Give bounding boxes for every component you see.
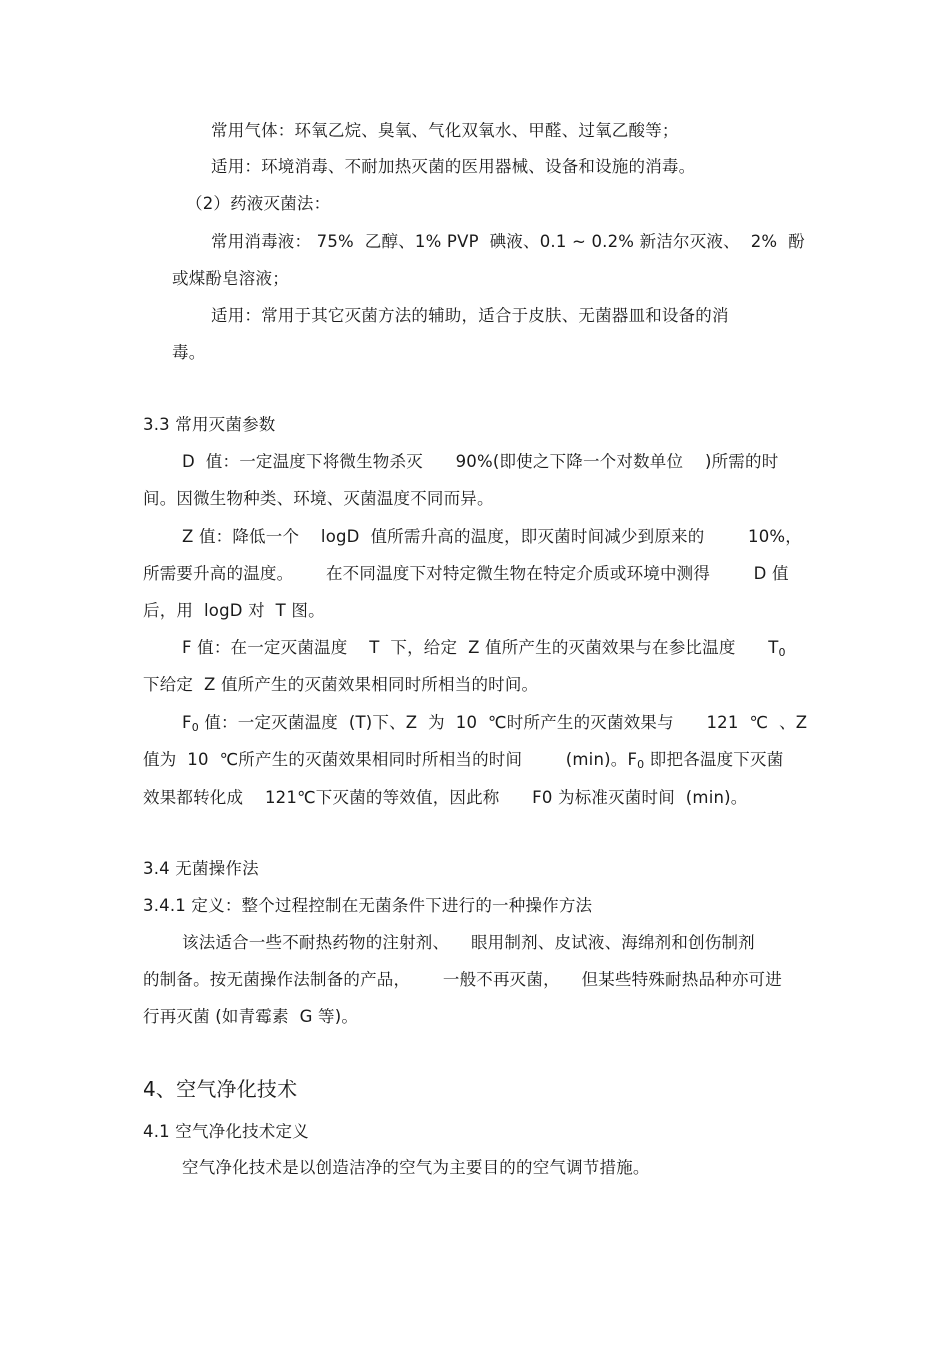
air-purification-definition: 空气净化技术是以创造洁净的空气为主要目的的空气调节措施。 — [182, 1158, 650, 1177]
f-value-subscript: 0 — [778, 646, 786, 659]
f0-value-line-3: 效果都转化成 121℃下灭菌的等效值，因此称 F0 为标准灭菌时间 (min)。 — [143, 788, 748, 807]
f0-value-line-2 — [143, 749, 783, 776]
liquid-heading: （2）药液灭菌法： — [186, 194, 331, 213]
f0-label: F — [182, 713, 192, 732]
f0-subscript: 0 — [191, 721, 199, 734]
z-value-line-1: Z 值：降低一个 logD 值所需升高的温度，即灭菌时间减少到原来的 10%， — [182, 527, 803, 546]
section-3-4-1-definition: 3.4.1 定义：整个过程控制在无菌条件下进行的一种操作方法 — [143, 896, 593, 915]
gas-usage: 适用：环境消毒、不耐加热灭菌的医用器械、设备和设施的消毒。 — [211, 157, 696, 176]
liquid-list-line-2: 或煤酚皂溶液； — [172, 269, 289, 288]
d-value-line-2: 间。因微生物种类、环境、灭菌温度不同而异。 — [143, 489, 494, 508]
f0-line-2-subscript: 0 — [637, 758, 645, 771]
f-value-line-1 — [182, 637, 786, 664]
aseptic-line-3: 行再灭菌 (如青霉素 G 等)。 — [143, 1007, 359, 1026]
section-3-3-heading: 3.3 常用灭菌参数 — [143, 415, 276, 434]
z-value-line-3: 后，用 logD 对 T 图。 — [143, 601, 325, 620]
aseptic-line-2: 的制备。按无菌操作法制备的产品， 一般不再灭菌， 但某些特殊耐热品种亦可进 — [143, 970, 782, 989]
d-value-line-1: D 值：一定温度下将微生物杀灭 90%(即使之下降一个对数单位 )所需的时 — [182, 452, 779, 471]
f0-line-2-text-a: 值为 10 ℃所产生的灭菌效果相同时所相当的时间 (min)。F — [143, 750, 638, 769]
section-4-heading: 4、空气净化技术 — [143, 1077, 298, 1101]
f0-text: 值：一定灭菌温度 (T)下、Z 为 10 ℃时所产生的灭菌效果与 121 ℃ 、Z — [198, 713, 808, 732]
aseptic-line-1: 该法适合一些不耐热药物的注射剂、 眼用制剂、皮试液、海绵剂和创伤制剂 — [182, 933, 755, 952]
z-value-line-2: 所需要升高的温度。 在不同温度下对特定微生物在特定介质或环境中测得 D 值 — [143, 564, 789, 583]
liquid-usage-line-1: 适用：常用于其它灭菌方法的辅助，适合于皮肤、无菌器皿和设备的消 — [211, 306, 729, 325]
liquid-list-line-1: 常用消毒液： 75% 乙醇、1% PVP 碘液、0.1 ~ 0.2% 新洁尔灭液、 2% 酚 — [211, 232, 805, 251]
section-4-1-heading: 4.1 空气净化技术定义 — [143, 1122, 309, 1141]
f0-line-2-text-b: 即把各温度下灭菌 — [644, 750, 784, 769]
liquid-usage-line-2: 毒。 — [172, 343, 206, 362]
gas-list: 常用气体：环氧乙烷、臭氧、气化双氧水、甲醛、过氧乙酸等； — [211, 121, 679, 140]
f0-value-line-1 — [182, 712, 807, 739]
section-3-4-heading: 3.4 无菌操作法 — [143, 859, 259, 878]
f-value-text: F 值：在一定灭菌温度 T 下，给定 Z 值所产生的灭菌效果与在参比温度 T — [182, 638, 779, 657]
f-value-line-2: 下给定 Z 值所产生的灭菌效果相同时所相当的时间。 — [143, 675, 539, 694]
